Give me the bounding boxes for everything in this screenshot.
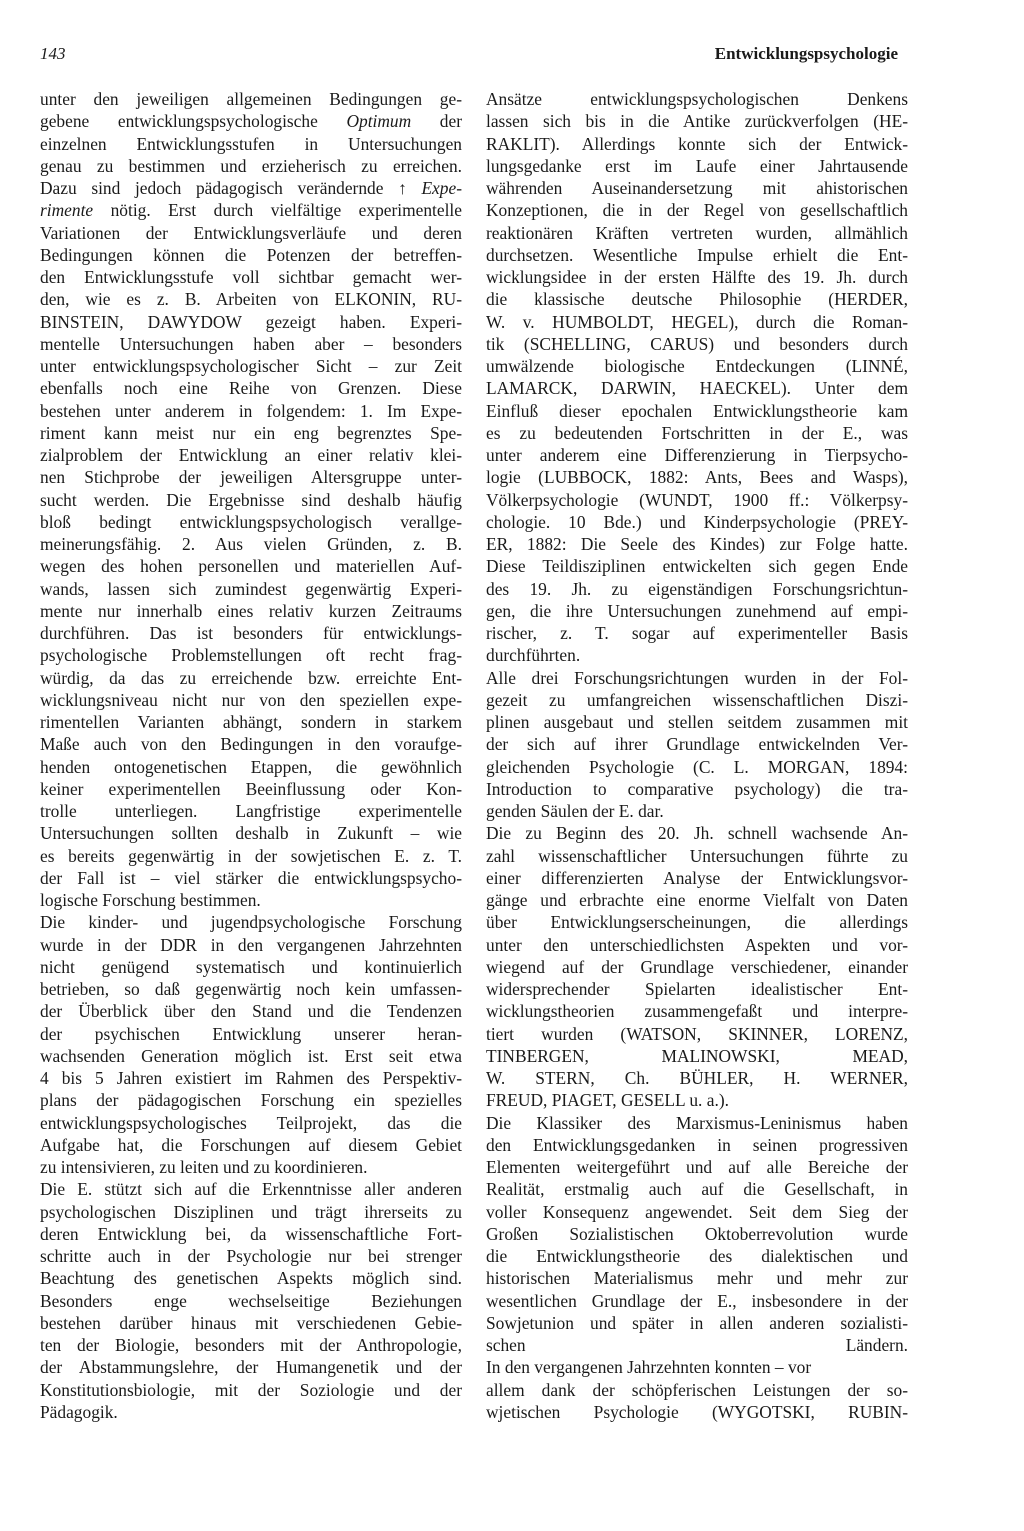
text-line: der Fall ist – viel stärker die entwicklungspsycho- <box>40 867 462 888</box>
text-line: Großen Sozialistischen Oktoberrevolution wurde <box>486 1223 908 1244</box>
text-line: unter den unterschiedlichsten Aspekten und vor- <box>486 934 908 955</box>
text-line: der sich auf ihrer Grundlage entwickelnden Ver- <box>486 734 908 755</box>
text-line: ebenfalls noch eine Reihe von Grenzen. Diese <box>40 378 462 399</box>
text-line: Die E. stützt sich auf die Erkenntnisse aller anderen <box>40 1179 462 1200</box>
text-line: Die kinder- und jugendpsychologische Forschung <box>40 912 462 933</box>
left-column <box>40 88 462 1423</box>
text-line: unter anderem eine Differenzierung in Tierpsycho- <box>486 445 908 465</box>
text-line: einzelnen Entwicklungsstufen in Untersuchungen <box>40 133 462 154</box>
text-line: die klassische deutsche Philosophie (HERDER, <box>486 289 908 310</box>
text-line: unter den jeweiligen allgemeinen Bedingungen ge- <box>40 89 462 109</box>
text-line: henden ontogenetischen Etappen, die gewöhnlich <box>40 756 462 777</box>
text-line: LAMARCK, DARWIN, HAECKEL). Unter dem <box>486 378 908 399</box>
text-line: Konzeptionen, die in der Regel von gesellschaftlich <box>486 200 908 221</box>
text-line: ER, 1882: Die Seele des Kindes) zur Folge hatte. <box>486 534 908 554</box>
text-line: schritte auch in der Psychologie nur bei strenger <box>40 1246 462 1266</box>
text-line: W. v. HUMBOLDT, HEGEL), durch die Roman- <box>486 311 908 332</box>
text-line: betrieben, so daß gegenwärtig noch kein umfassen- <box>40 979 462 999</box>
text-line: Aufgabe hat, die Forschungen auf diesem Gebiet <box>40 1134 462 1155</box>
text-line: würdig, da das zu erreichende bzw. erreichte Ent- <box>40 667 462 688</box>
text-line: Die Klassiker des Marxismus-Leninismus haben <box>486 1112 908 1133</box>
text-line: wesentlichen Grundlage der E., insbesondere in der <box>486 1290 908 1311</box>
text-line: In den vergangenen Jahrzehnten konnten – vor <box>486 1357 812 1378</box>
text-line: Die zu Beginn des 20. Jh. schnell wachsende An- <box>486 823 908 844</box>
text-line: umwälzende biologische Entdeckungen (LINNÉ, <box>486 356 908 376</box>
text-line: allem dank der schöpferischen Leistungen der so- <box>486 1379 908 1400</box>
page-number: 143 <box>40 44 66 63</box>
text-line: der psychischen Entwicklung unserer heran- <box>40 1023 462 1044</box>
text-line: den Entwicklungsstufe voll sichtbar gemacht wer- <box>40 267 462 287</box>
text-line: psychologischen Disziplinen und trägt ihrerseits zu <box>40 1201 462 1222</box>
text-line: Bedingungen können die Potenzen der betreffen- <box>40 244 462 265</box>
text-line: genden Säulen der E. dar. <box>486 801 664 821</box>
text-line: riment kann meist nur ein eng begrenztes Spe- <box>40 422 462 443</box>
text-line: den, wie es z. B. Arbeiten von ELKONIN, RU- <box>40 289 462 310</box>
text-line: Diese Teildisziplinen entwickelten sich gegen Ende <box>486 556 908 577</box>
text-line: einer differenzierten Analyse der Entwicklungsvor- <box>486 867 908 888</box>
text-line: über Entwicklungserscheinungen, die allerdings <box>486 912 908 933</box>
text-line: Variationen der Entwicklungsverläufe und deren <box>40 222 462 243</box>
text-line: gebene entwicklungspsychologische Optimum der <box>40 111 462 132</box>
text-line: Dazu sind jedoch pädagogisch verändernde ↑ Expe- <box>40 178 462 198</box>
text-line: sucht werden. Die Ergebnisse sind deshalb häufig <box>40 489 462 510</box>
text-line: wicklungsniveau nicht nur von den speziellen expe- <box>40 689 462 710</box>
text-line: plinen ausgebaut und stellen seitdem zusammen mit <box>486 712 908 732</box>
text-line: logische Forschung bestimmen. <box>40 890 261 910</box>
text-line: mentelle Untersuchungen haben aber – besonders <box>40 333 462 354</box>
text-line: die Entwicklungstheorie des dialektischen und <box>486 1246 908 1266</box>
text-line: mente nur innerhalb eines relativ kurzen Zeitraums <box>40 600 462 621</box>
text-line: voller Konsequenz angewendet. Seit dem Sieg der <box>486 1201 908 1222</box>
text-line: gleichenden Psychologie (C. L. MORGAN, 1894: <box>486 756 908 777</box>
text-line: Sowjetunion und später in allen anderen sozialisti- <box>486 1312 908 1333</box>
text-line: durchsetzen. Wesentliche Impulse erhielt die Ent- <box>486 244 908 265</box>
text-line: Völkerpsychologie (WUNDT, 1900 ff.: Völkerpsy- <box>486 489 908 510</box>
text-line: BINSTEIN, DAWYDOW gezeigt haben. Experi- <box>40 311 462 332</box>
text-line: historischen Materialismus mehr und mehr zur <box>486 1268 908 1289</box>
text-line: meinerungsfähig. 2. Aus vielen Gründen, z. B. <box>40 534 462 554</box>
text-line: Einfluß dieser epochalen Entwicklungstheorie kam <box>486 400 908 421</box>
text-line: rischer, z. T. sogar auf experimenteller Basis <box>486 623 908 643</box>
text-line: widersprechender Spielarten idealistischer Ent- <box>486 979 908 999</box>
text-line: rimente nötig. Erst durch vielfältige experimentelle <box>40 200 462 221</box>
text-line: ten der Biologie, besonders mit der Anthropologie, <box>40 1335 462 1355</box>
right-column <box>486 88 908 1423</box>
text-line: Alle drei Forschungsrichtungen wurden in der Fol- <box>486 667 908 688</box>
text-line: tiert wurden (WATSON, SKINNER, LORENZ, <box>486 1023 908 1044</box>
text-line: TINBERGEN, MALINOWSKI, MEAD, <box>486 1045 908 1066</box>
text-line: Besonders enge wechselseitige Beziehungen <box>40 1290 462 1311</box>
text-line: genau zu bestimmen und erzieherisch zu erreichen. <box>40 155 462 176</box>
text-line: trolle unterliegen. Langfristige experimentelle <box>40 801 462 821</box>
text-line: rimentellen Varianten abhängt, sondern in starkem <box>40 712 462 732</box>
text-line: wiegend auf der Grundlage verschiedener, einander <box>486 956 908 977</box>
text-line: Untersuchungen sollten deshalb in Zukunft – wie <box>40 823 462 844</box>
text-line: Elementen weitergeführt und auf alle Bereiche der <box>486 1157 908 1177</box>
text-line: durchführen. Das ist besonders für entwicklungs- <box>40 623 462 643</box>
text-line: Pädagogik. <box>40 1401 118 1422</box>
text-line: psychologische Problemstellungen oft recht frag- <box>40 645 462 666</box>
text-line: nen Stichprobe der jeweiligen Altersgruppe unter- <box>40 467 462 488</box>
text-line: wachsenden Generation möglich ist. Erst seit etwa <box>40 1045 462 1066</box>
text-line: zu intensivieren, zu leiten und zu koordinieren. <box>40 1157 368 1177</box>
text-line: gezeit zu umfangreichen wissenschaftlichen Diszi- <box>486 689 908 710</box>
text-line: zialproblem der Entwicklung an einer relativ klei- <box>40 445 462 465</box>
text-line: bestehen unter anderem in folgendem: 1. Im Expe- <box>40 400 462 421</box>
text-line: wands, lassen sich zumindest gegenwärtig Experi- <box>40 578 462 599</box>
text-line: 4 bis 5 Jahren existiert im Rahmen des Perspektiv- <box>40 1068 462 1088</box>
text-line: der Überblick über den Stand und die Tendenzen <box>40 1001 462 1022</box>
text-line: RAKLIT). Allerdings konnte sich der Entwick- <box>486 133 908 154</box>
text-line: tik (SCHELLING, CARUS) und besonders durch <box>486 333 908 354</box>
text-line: des 19. Jh. zu eigenständigen Forschungsrichtun- <box>486 578 908 599</box>
text-line: wurde in der DDR in den vergangenen Jahrzehnten <box>40 934 462 955</box>
text-line: wjetischen Psychologie (WYGOTSKI, RUBIN- <box>486 1401 908 1422</box>
text-line: schen Ländern. <box>486 1335 908 1355</box>
text-line: unter entwicklungspsychologischer Sicht – zur Zeit <box>40 356 462 376</box>
text-line: entwicklungspsychologisches Teilprojekt, das die <box>40 1112 462 1133</box>
text-line: reaktionären Kräften vertreten wurden, allmählich <box>486 222 908 243</box>
text-line: gänge und erbrachte eine enorme Vielfalt von Daten <box>486 890 908 910</box>
text-line: wicklungsidee in der ersten Hälfte des 19. Jh. durch <box>486 267 908 287</box>
text-line: lassen sich bis in die Antike zurückverfolgen (HE- <box>486 111 908 132</box>
text-line: Konstitutionsbiologie, mit der Soziologie und der <box>40 1379 462 1400</box>
text-line: es bereits gegenwärtig in der sowjetischen E. z. T. <box>40 845 462 866</box>
text-line: wicklungstheorien zusammengefaßt und interpre- <box>486 1001 908 1022</box>
text-line: Maße auch von den Bedingungen in den voraufge- <box>40 734 462 755</box>
text-line: der Abstammungslehre, der Humangenetik und der <box>40 1357 462 1378</box>
running-head: Entwicklungspsychologie <box>714 44 898 63</box>
text-line: den Entwicklungsgedanken in seinen progressiven <box>486 1134 908 1155</box>
text-line: Realität, erstmalig auch auf die Gesellschaft, in <box>486 1179 908 1200</box>
text-line: gen, die ihre Untersuchungen zunehmend auf empi- <box>486 600 908 621</box>
text-line: plans der pädagogischen Forschung ein spezielles <box>40 1090 462 1111</box>
text-line: W. STERN, Ch. BÜHLER, H. WERNER, <box>486 1068 908 1088</box>
text-line: zahl wissenschaftlicher Untersuchungen führte zu <box>486 845 908 866</box>
text-line: chologie. 10 Bde.) und Kinderpsychologie (PREY- <box>486 511 908 532</box>
text-line: wegen des hohen personellen und materiellen Auf- <box>40 556 462 577</box>
text-line: Introduction to comparative psychology) die tra- <box>486 778 908 799</box>
text-line: deren Entwicklung bei, da wissenschaftliche Fort- <box>40 1223 462 1244</box>
text-line: logie (LUBBOCK, 1882: Ants, Bees and Wasps), <box>486 467 908 488</box>
text-line: durchführten. <box>486 645 581 666</box>
text-line: lungsgedanke erst im Laufe einer Jahrtausende <box>486 155 908 176</box>
text-line: nicht genügend systematisch und kontinuierlich <box>40 956 462 977</box>
text-line: Beachtung des genetischen Aspekts möglich sind. <box>40 1268 462 1289</box>
text-line: bestehen darüber hinaus mit verschiedenen Gebie- <box>40 1312 462 1333</box>
text-line: FREUD, PIAGET, GESELL u. a.). <box>486 1090 729 1111</box>
text-line: währenden Auseinandersetzung mit ahistorischen <box>486 178 908 198</box>
text-line: bloß bedingt entwicklungspsychologisch verallge- <box>40 511 462 532</box>
text-line: keiner experimentellen Beeinflussung oder Kon- <box>40 778 462 799</box>
text-line: es zu bedeutenden Fortschritten in der E., was <box>486 422 908 443</box>
text-line: Ansätze entwicklungspsychologischen Denkens <box>486 89 908 109</box>
